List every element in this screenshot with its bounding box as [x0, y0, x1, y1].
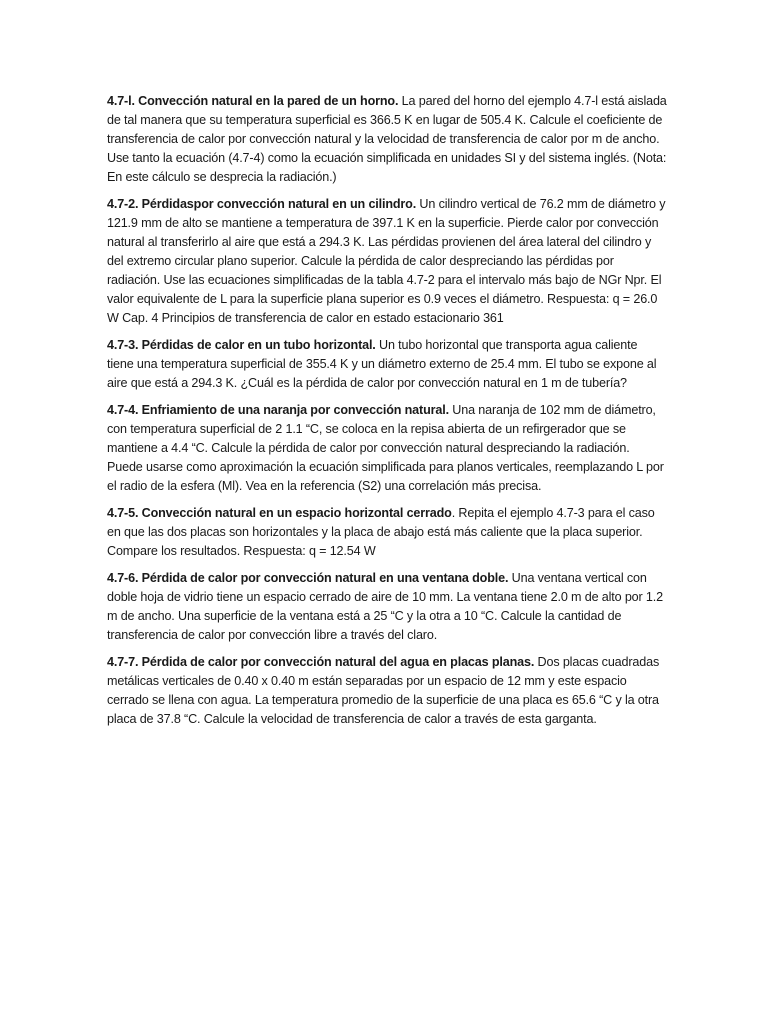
problem-4-7-5: [107, 504, 667, 561]
problem-heading: 4.7-7. Pérdida de calor por convección natural del agua en placas planas.: [107, 655, 535, 669]
problem-4-7-4: [107, 401, 667, 496]
problem-body: . Repita el ejemplo 4.7-3 para el caso en que las dos placas son horizontales y la placa de abajo está más caliente que la placa superior. Compare los resultados. Respuesta: q = 12.54 W: [107, 506, 655, 558]
problem-heading: 4.7-5. Convección natural en un espacio horizontal cerrado: [107, 506, 452, 520]
problem-body: Una naranja de 102 mm de diámetro, con temperatura superficial de 2 1.1 “C, se coloca en la repisa abierta de un refirgerador que se mantiene a 4.4 “C. Calcule la pérdida de calor por convección natural despreciando la radiación. Puede usarse como aproximación la ecuación simplificada para planos verticales, reemplazando L por el radio de la esfera (Ml). Vea en la referencia (S2) una correlación más precisa.: [107, 403, 664, 493]
problem-body: Un cilindro vertical de 76.2 mm de diámetro y 121.9 mm de alto se mantiene a temperatura de 397.1 K en la superficie. Pierde calor por convección natural al transferirlo al aire que está a 294.3 K. Las pérdidas provienen del área lateral del cilindro y del extremo circular plano superior. Calcule la pérdida de calor despreciando las pérdidas por radiación. Use las ecuaciones simplificadas de la tabla 4.7-2 para el intervalo más bajo de NGr Npr. El valor equivalente de L para la superficie plana superior es 0.9 veces el diámetro. Respuesta: q = 26.0 W Cap. 4 Principios de transferencia de calor en estado estacionario 361: [107, 197, 666, 325]
problem-heading: 4.7-2. Pérdidaspor convección natural en un cilindro.: [107, 197, 417, 211]
problem-body: Una ventana vertical con doble hoja de vidrio tiene un espacio cerrado de aire de 10 mm. La ventana tiene 2.0 m de alto por 1.2 m de ancho. Una superficie de la ventana está a 25 “C y la otra a 10 “C. Calcule la cantidad de transferencia de calor por convección libre a través del claro.: [107, 571, 663, 642]
problem-heading: 4.7-6. Pérdida de calor por convección natural en una ventana doble.: [107, 571, 509, 585]
problem-body: La pared del horno del ejemplo 4.7-l está aislada de tal manera que su temperatura superficial es 366.5 K en lugar de 505.4 K. Calcule el coeficiente de transferencia de calor por convección natural y la velocidad de transferencia de calor por m de ancho. Use tanto la ecuación (4.7-4) como la ecuación simplificada en unidades SI y del sistema inglés. (Nota: En este cálculo se desprecia la radiación.): [107, 94, 667, 184]
problem-4-7-2: [107, 195, 667, 328]
problem-4-7-7: [107, 653, 667, 729]
problem-4-7-6: [107, 569, 667, 645]
problem-4-7-1: [107, 92, 667, 187]
problem-heading: 4.7-l. Convección natural en la pared de un horno.: [107, 94, 399, 108]
problem-body: Un tubo horizontal que transporta agua caliente tiene una temperatura superficial de 355.4 K y un diámetro externo de 25.4 mm. El tubo se expone al aire que está a 294.3 K. ¿Cuál es la pérdida de calor por convección natural en 1 m de tubería?: [107, 338, 657, 390]
problem-heading: 4.7-4. Enfriamiento de una naranja por convección natural.: [107, 403, 449, 417]
problem-4-7-3: [107, 336, 667, 393]
problem-body: Dos placas cuadradas metálicas verticales de 0.40 x 0.40 m están separadas por un espacio de 12 mm y este espacio cerrado se llena con agua. La temperatura promedio de la superficie de una placa es 65.6 “C y la otra placa de 37.8 “C. Calcule la velocidad de transferencia de calor a través de esta garganta.: [107, 655, 660, 726]
document-page: [107, 92, 667, 737]
problem-heading: 4.7-3. Pérdidas de calor en un tubo horizontal.: [107, 338, 376, 352]
